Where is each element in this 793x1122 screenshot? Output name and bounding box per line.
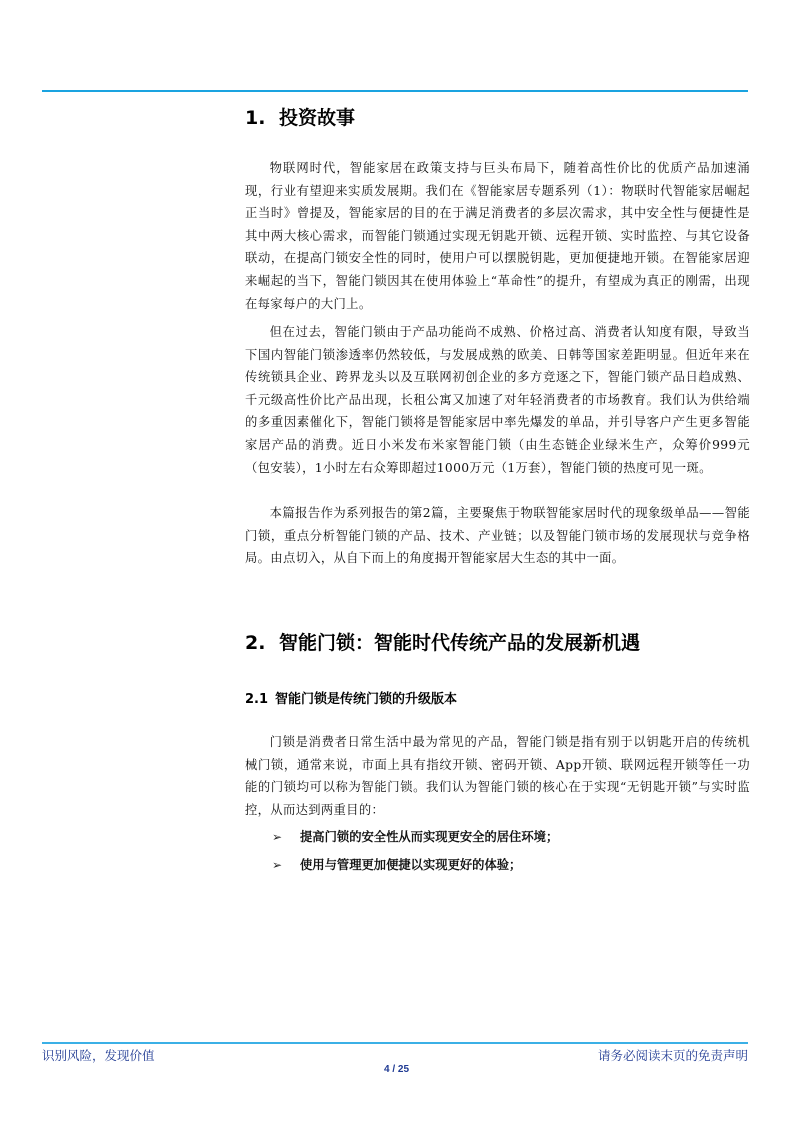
paragraph-4: 门锁是消费者日常生活中最为常见的产品，智能门锁是指有别于以钥匙开启的传统机械门锁，通常来说，市面上具有指纹开锁、密码开锁、App开锁、联网远程开锁等任一功能的门锁均可以称为智能门锁。我们认为智能门锁的核心在于实现“无钥匙开锁”与实时监控，从而达到两重目的： xyxy=(245,735,750,817)
bullet-text: 使用与管理更加便捷以实现更好的体验； xyxy=(300,857,522,872)
bullet-item xyxy=(245,851,750,879)
section-2-heading xyxy=(245,628,765,655)
section-1-title: 投资故事 xyxy=(279,107,356,129)
arrow-bullet-icon: ➢ xyxy=(272,830,283,844)
bullet-text: 提高门锁的安全性从而实现更安全的居住环境； xyxy=(300,829,559,844)
subsection-2-1-title: 智能门锁是传统门锁的升级版本 xyxy=(275,692,458,707)
subsection-2-1-number: 2.1 xyxy=(245,692,269,707)
paragraph-1: 物联网时代，智能家居在政策支持与巨头布局下，随着高性价比的优质产品加速涌现，行业有望迎来实质发展期。我们在《智能家居专题系列（1）：物联时代智能家居崛起正当时》曾提及，智能家居的目的在于满足消费者的多层次需求，其中安全性与便捷性是其中两大核心需求，而智能门锁通过实现无钥匙开锁、远程开锁、实时监控、与其它设备联动，在提高门锁安全性的同时，使用户可以摆脱钥匙，更加便捷地开锁。在智能家居迎来崛起的当下，智能门锁因其在使用体验上“革命性”的提升，有望成为真正的刚需，出现在每家每户的大门上。 xyxy=(245,161,750,311)
subsection-2-1-heading xyxy=(245,688,457,707)
paragraph-3: 本篇报告作为系列报告的第2篇，主要聚焦于物联智能家居时代的现象级单品——智能门锁，重点分析智能门锁的产品、技术、产业链；以及智能门锁市场的发展现状与竞争格局。由点切入，从自下而上的角度揭开智能家居大生态的其中一面。 xyxy=(245,506,750,566)
paragraph-2: 但在过去，智能门锁由于产品功能尚不成熟、价格过高、消费者认知度有限，导致当下国内智能门锁渗透率仍然较低，与发展成熟的欧美、日韩等国家差距明显。但近年来在传统锁具企业、跨界龙头以及互联网初创企业的多方竞逐之下，智能门锁产品日趋成熟、千元级高性价比产品出现，长租公寓又加速了对年轻消费者的市场教育。我们认为供给端的多重因素催化下，智能门锁将是智能家居中率先爆发的单品，并引导客户产生更多智能家居产品的消费。近日小米发布米家智能门锁（由生态链企业绿米生产，众筹价999元（包安装），1小时左右众筹即超过1000万元（1万套），智能门锁的热度可见一斑。 xyxy=(245,325,750,475)
page-number: 4 / 25 xyxy=(383,1064,410,1075)
footer-rule xyxy=(42,1042,748,1044)
section-1-heading xyxy=(245,103,765,130)
header-rule xyxy=(42,90,748,92)
bullet-list xyxy=(245,823,750,879)
section-1-number: 1. xyxy=(245,107,266,129)
section-2-number: 2. xyxy=(245,632,266,654)
bullet-item xyxy=(245,823,750,851)
section-2-title: 智能门锁：智能时代传统产品的发展新机遇 xyxy=(279,632,641,654)
footer-disclaimer-notice: 请务必阅读末页的免责声明 xyxy=(597,1048,748,1063)
arrow-bullet-icon: ➢ xyxy=(272,858,283,872)
footer-slogan: 识别风险，发现价值 xyxy=(42,1048,155,1063)
